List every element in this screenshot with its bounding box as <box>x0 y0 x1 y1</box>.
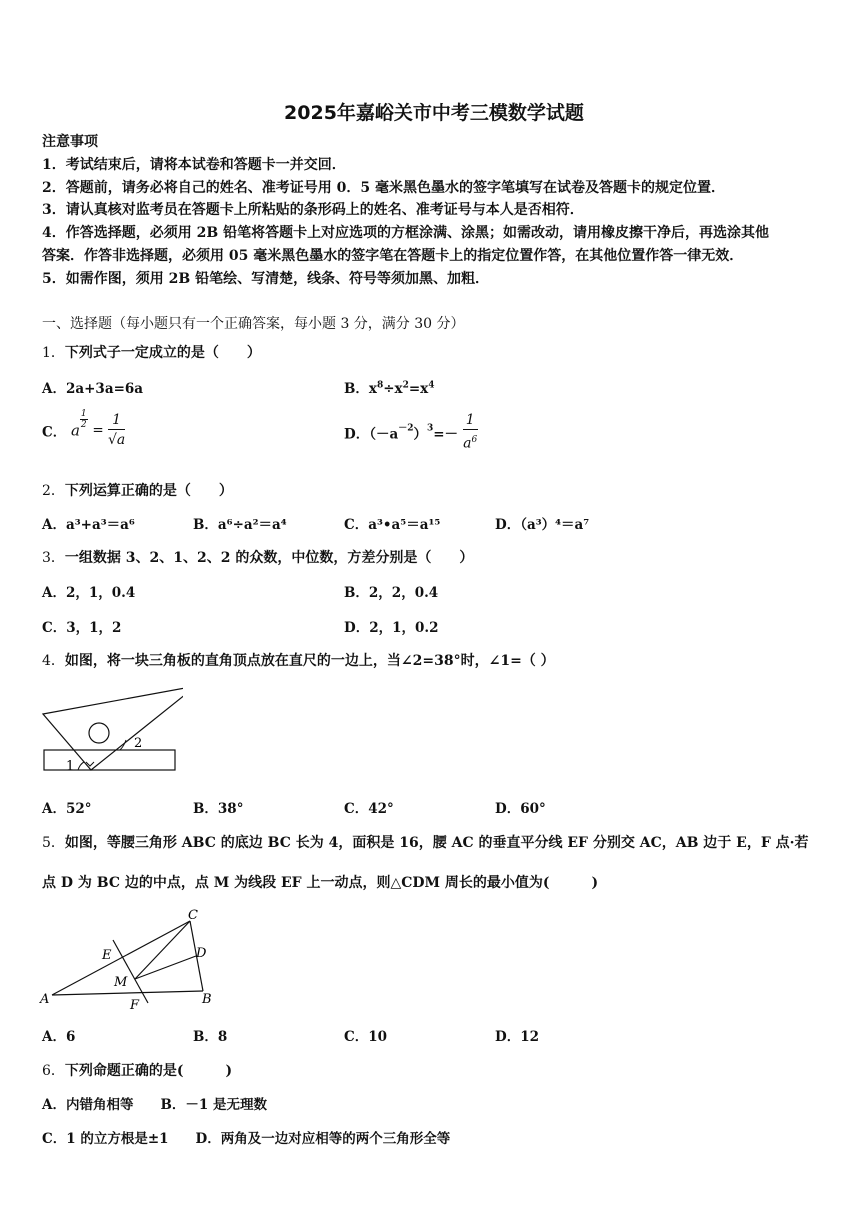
notice-item: 答案．作答非选择题，必须用 05 毫米黑色墨水的签字笔在答题卡上的指定位置作答，在其他位置作答一律无效． <box>42 248 744 264</box>
ruler-triangle-figure <box>38 682 183 776</box>
fig-label-1: 1 <box>66 759 75 774</box>
q5-option-d: D．12 <box>495 1029 539 1045</box>
notice-item: 3．请认真核对监考员在答题卡上所粘贴的条形码上的姓名、准考证号与本人是否相符． <box>42 202 584 218</box>
q1-option-c: C． a $\frac{1}{2}$ = $\frac{1}{√a}$ <box>42 409 126 448</box>
q5-option-b: B．8 <box>193 1029 228 1045</box>
q1-option-a: A．2a+3a=6a <box>42 381 144 397</box>
q5-option-a: A．6 <box>42 1029 76 1045</box>
question-6: 6．下列命题正确的是( ) <box>42 1063 233 1079</box>
q4-option-d: D．60° <box>495 801 546 817</box>
q6-options-cd: C．1 的立方根是±1 D．两角及一边对应相等的两个三角形全等 <box>42 1131 451 1147</box>
q5-option-c: C．10 <box>344 1029 388 1045</box>
point-label-b: B <box>202 992 212 1007</box>
question-5-line2: 点 D 为 BC 边的中点，点 M 为线段 EF 上一动点，则△CDM 周长的最小值为( ) <box>42 875 599 891</box>
point-label-e: E <box>102 948 112 963</box>
notice-item: 5．如需作图，须用 2B 铅笔绘、写清楚，线条、符号等须加黑、加粗． <box>42 271 490 287</box>
q1-option-b: B．$x^8\div x^2=x^4$ <box>344 380 435 397</box>
point-label-c: C <box>188 908 198 923</box>
fig-label-2: 2 <box>134 736 143 751</box>
point-label-m: M <box>114 975 128 990</box>
notice-item: 4．作答选择题，必须用 2B 铅笔将答题卡上对应选项的方框涂满、涂黑；如需改动，请用橡皮擦干净后，再选涂其他 <box>42 225 770 241</box>
question-3: 3．一组数据 3、2、1、2、2 的众数，中位数，方差分别是（ ） <box>42 550 474 566</box>
notice-item: 1．考试结束后，请将本试卷和答题卡一并交回． <box>42 157 346 173</box>
q2-option-a: A．a³+a³＝a⁶ <box>42 517 135 533</box>
q4-option-c: C．42° <box>344 801 394 817</box>
isosceles-triangle-figure <box>38 905 218 1013</box>
q2-option-c: C．a³•a⁵＝a¹⁵ <box>344 517 441 533</box>
q6-options-ab: A．内错角相等 B．－1 是无理数 <box>42 1097 267 1113</box>
q2-option-d: D．（a³）⁴＝a⁷ <box>495 517 590 533</box>
question-number: 1． <box>42 345 65 361</box>
question-4: 4．如图，将一块三角板的直角顶点放在直尺的一边上，当∠2=38°时，∠1=（ ） <box>42 653 555 669</box>
q3-option-d: D．2，1，0.2 <box>344 620 439 636</box>
question-stem: 下列式子一定成立的是（ ） <box>64 345 261 361</box>
question-1 <box>42 342 261 362</box>
notice-heading: 注意事项 <box>42 134 98 150</box>
question-5: 5．如图，等腰三角形 ABC 的底边 BC 长为 4，面积是 16，腰 AC 的垂直平分线 EF 分别交 AC，AB 边于 E，F 点·若 <box>42 835 809 851</box>
q1-option-d: D．$(-a^{-2})^3=-$ $\frac{1}{a^6}$ <box>344 412 478 452</box>
q3-option-b: B．2，2，0.4 <box>344 585 439 601</box>
point-label-f: F <box>130 998 140 1013</box>
point-label-d: D <box>196 946 207 961</box>
q2-option-b: B．a⁶÷a²＝a⁴ <box>193 517 287 533</box>
q3-option-c: C．3，1，2 <box>42 620 122 636</box>
notice-item: 2．答题前，请务必将自己的姓名、准考证号用 0．5 毫米黑色墨水的签字笔填写在试卷及答题卡的规定位置． <box>42 180 725 196</box>
section-heading: 一、选择题（每小题只有一个正确答案，每小题 3 分，满分 30 分） <box>42 316 465 332</box>
q4-option-a: A．52° <box>42 801 92 817</box>
page-title: 2025年嘉峪关市中考三模数学试题 <box>284 102 584 124</box>
q4-option-b: B．38° <box>193 801 244 817</box>
point-label-a: A <box>40 992 50 1007</box>
q3-option-a: A．2，1，0.4 <box>42 585 136 601</box>
question-2: 2．下列运算正确的是（ ） <box>42 483 233 499</box>
